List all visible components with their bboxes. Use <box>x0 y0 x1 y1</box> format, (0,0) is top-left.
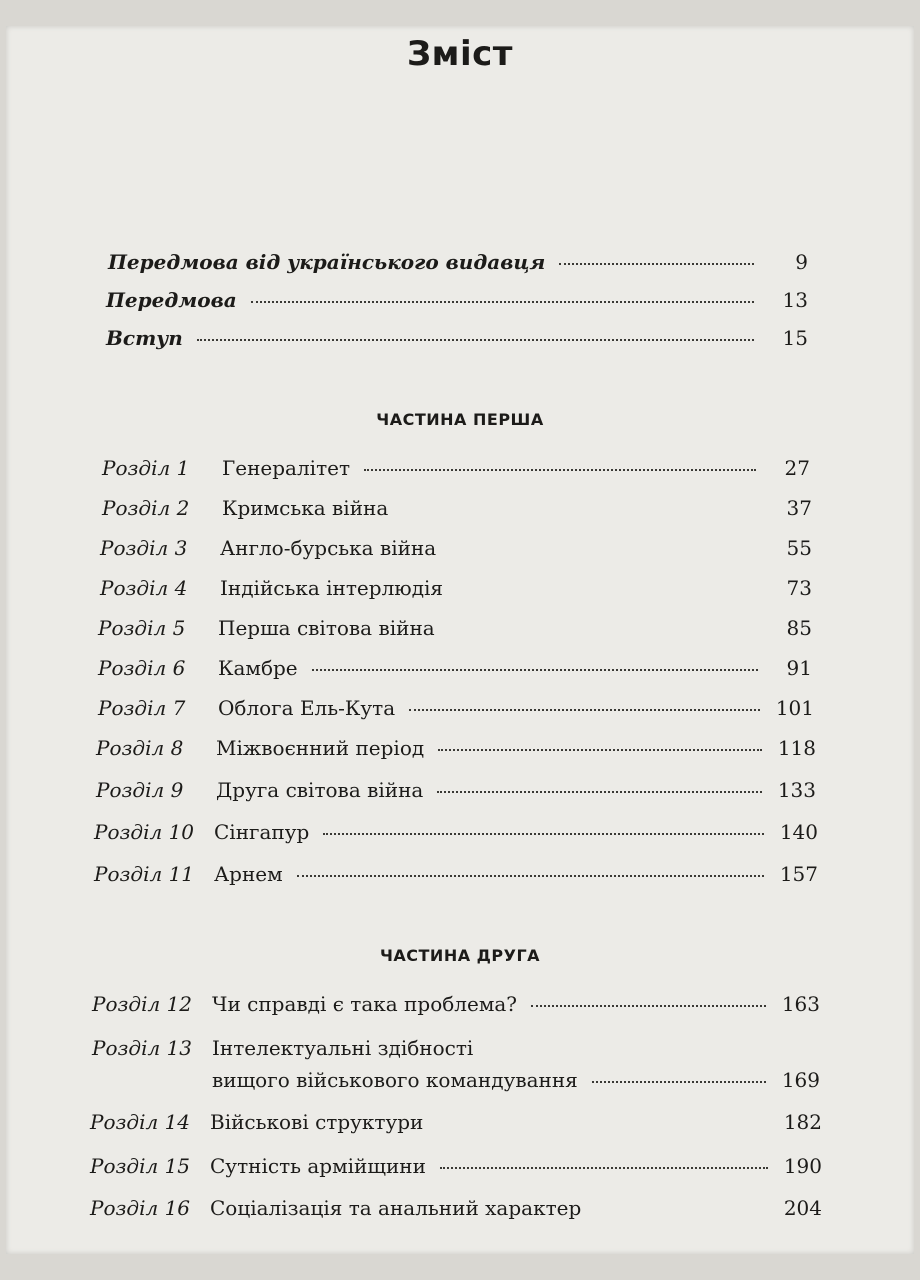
chapter-title: Кримська війна <box>222 496 389 520</box>
toc-chapter-row <box>90 1110 822 1134</box>
toc-entry-title: Передмова <box>106 288 237 312</box>
leader-dots <box>450 548 758 551</box>
leader-dots <box>559 262 754 265</box>
chapter-title: Військові структури <box>210 1110 424 1134</box>
part-heading: ЧАСТИНА ПЕРША <box>376 410 544 429</box>
page-title: Зміст <box>407 34 513 74</box>
toc-page-number: 163 <box>781 992 820 1016</box>
toc-chapter-row <box>102 496 812 520</box>
toc-page-number: 118 <box>777 736 816 760</box>
chapter-title: Камбре <box>218 656 298 680</box>
leader-dots <box>440 1166 768 1169</box>
leader-dots <box>457 588 758 591</box>
toc-chapter-row <box>90 1154 822 1178</box>
toc-entry-title: Вступ <box>106 326 183 350</box>
leader-dots <box>312 668 758 671</box>
toc-page-number: 91 <box>786 656 812 680</box>
toc-chapter-row <box>98 656 812 680</box>
leader-dots <box>592 1080 766 1083</box>
leader-dots <box>409 708 760 711</box>
toc-chapter-row <box>102 456 810 480</box>
toc-page-number: 13 <box>782 288 808 312</box>
toc-chapter-row <box>90 1196 822 1220</box>
leader-dots <box>437 1122 768 1125</box>
toc-chapter-row <box>94 820 818 844</box>
chapter-title: Міжвоєнний період <box>216 736 425 760</box>
toc-chapter-row <box>98 696 814 720</box>
toc-chapter-row <box>92 1036 820 1060</box>
chapter-number: Розділ 12 <box>92 992 193 1016</box>
chapter-title: Арнем <box>214 862 283 886</box>
chapter-number: Розділ 16 <box>90 1196 191 1220</box>
leader-dots <box>364 468 756 471</box>
chapter-title: Соціалізація та анальний характер <box>210 1196 582 1220</box>
toc-page-number: 190 <box>783 1154 822 1178</box>
toc-chapter-row <box>96 736 816 760</box>
leader-dots <box>438 748 762 751</box>
toc-page-number: 37 <box>786 496 812 520</box>
toc-chapter-row <box>100 576 812 600</box>
chapter-number: Розділ 2 <box>102 496 190 520</box>
chapter-number: Розділ 10 <box>94 820 195 844</box>
toc-front-row <box>108 250 808 274</box>
toc-chapter-row <box>94 862 818 886</box>
leader-dots <box>297 874 764 877</box>
chapter-title: Сінгапур <box>214 820 310 844</box>
leader-dots <box>197 338 754 341</box>
chapter-number: Розділ 8 <box>96 736 184 760</box>
toc-front-row <box>106 326 808 350</box>
leader-dots <box>449 628 758 631</box>
toc-chapter-row-continued <box>212 1068 820 1092</box>
toc-page-number: 15 <box>782 326 808 350</box>
chapter-number: Розділ 6 <box>98 656 186 680</box>
chapter-title: Інтелектуальні здібності <box>212 1036 474 1060</box>
chapter-title: Облога Ель-Кута <box>218 696 396 720</box>
leader-dots <box>595 1208 768 1211</box>
chapter-number: Розділ 1 <box>102 456 190 480</box>
chapter-number: Розділ 7 <box>98 696 186 720</box>
toc-page-number: 27 <box>784 456 810 480</box>
leader-dots <box>402 508 758 511</box>
chapter-number: Розділ 4 <box>100 576 188 600</box>
toc-page-number: 73 <box>786 576 812 600</box>
leader-dots <box>531 1004 766 1007</box>
toc-chapter-row <box>92 992 820 1016</box>
toc-page-number: 182 <box>783 1110 822 1134</box>
toc-front-row <box>106 288 808 312</box>
chapter-number: Розділ 11 <box>94 862 195 886</box>
chapter-number: Розділ 9 <box>96 778 184 802</box>
chapter-number: Розділ 15 <box>90 1154 191 1178</box>
toc-page-number: 140 <box>779 820 818 844</box>
chapter-number: Розділ 14 <box>90 1110 191 1134</box>
leader-dots <box>437 790 762 793</box>
chapter-title: Генералітет <box>222 456 351 480</box>
toc-chapter-row <box>100 536 812 560</box>
chapter-title: Чи справді є така проблема? <box>212 992 518 1016</box>
toc-entry-title: Передмова від українського видавця <box>108 250 546 274</box>
toc-page-number: 157 <box>779 862 818 886</box>
toc-page-number: 85 <box>786 616 812 640</box>
toc-chapter-row <box>96 778 816 802</box>
toc-page-number: 204 <box>783 1196 822 1220</box>
leader-dots <box>251 300 754 303</box>
toc-page-number: 101 <box>775 696 814 720</box>
chapter-title-continued: вищого військового командування <box>212 1068 578 1092</box>
chapter-number: Розділ 13 <box>92 1036 193 1060</box>
leader-dots <box>323 832 764 835</box>
chapter-title: Друга світова війна <box>216 778 424 802</box>
chapter-title: Індійська інтерлюдія <box>220 576 444 600</box>
toc-page-number: 169 <box>781 1068 820 1092</box>
chapter-title: Перша світова війна <box>218 616 435 640</box>
chapter-number: Розділ 5 <box>98 616 186 640</box>
chapter-title: Англо-бурська війна <box>220 536 437 560</box>
toc-page-number: 9 <box>795 250 808 274</box>
toc-page-number: 133 <box>777 778 816 802</box>
part-heading: ЧАСТИНА ДРУГА <box>379 946 541 965</box>
chapter-title: Сутність армійщини <box>210 1154 426 1178</box>
toc-page-number: 55 <box>786 536 812 560</box>
chapter-number: Розділ 3 <box>100 536 188 560</box>
toc-chapter-row <box>98 616 812 640</box>
